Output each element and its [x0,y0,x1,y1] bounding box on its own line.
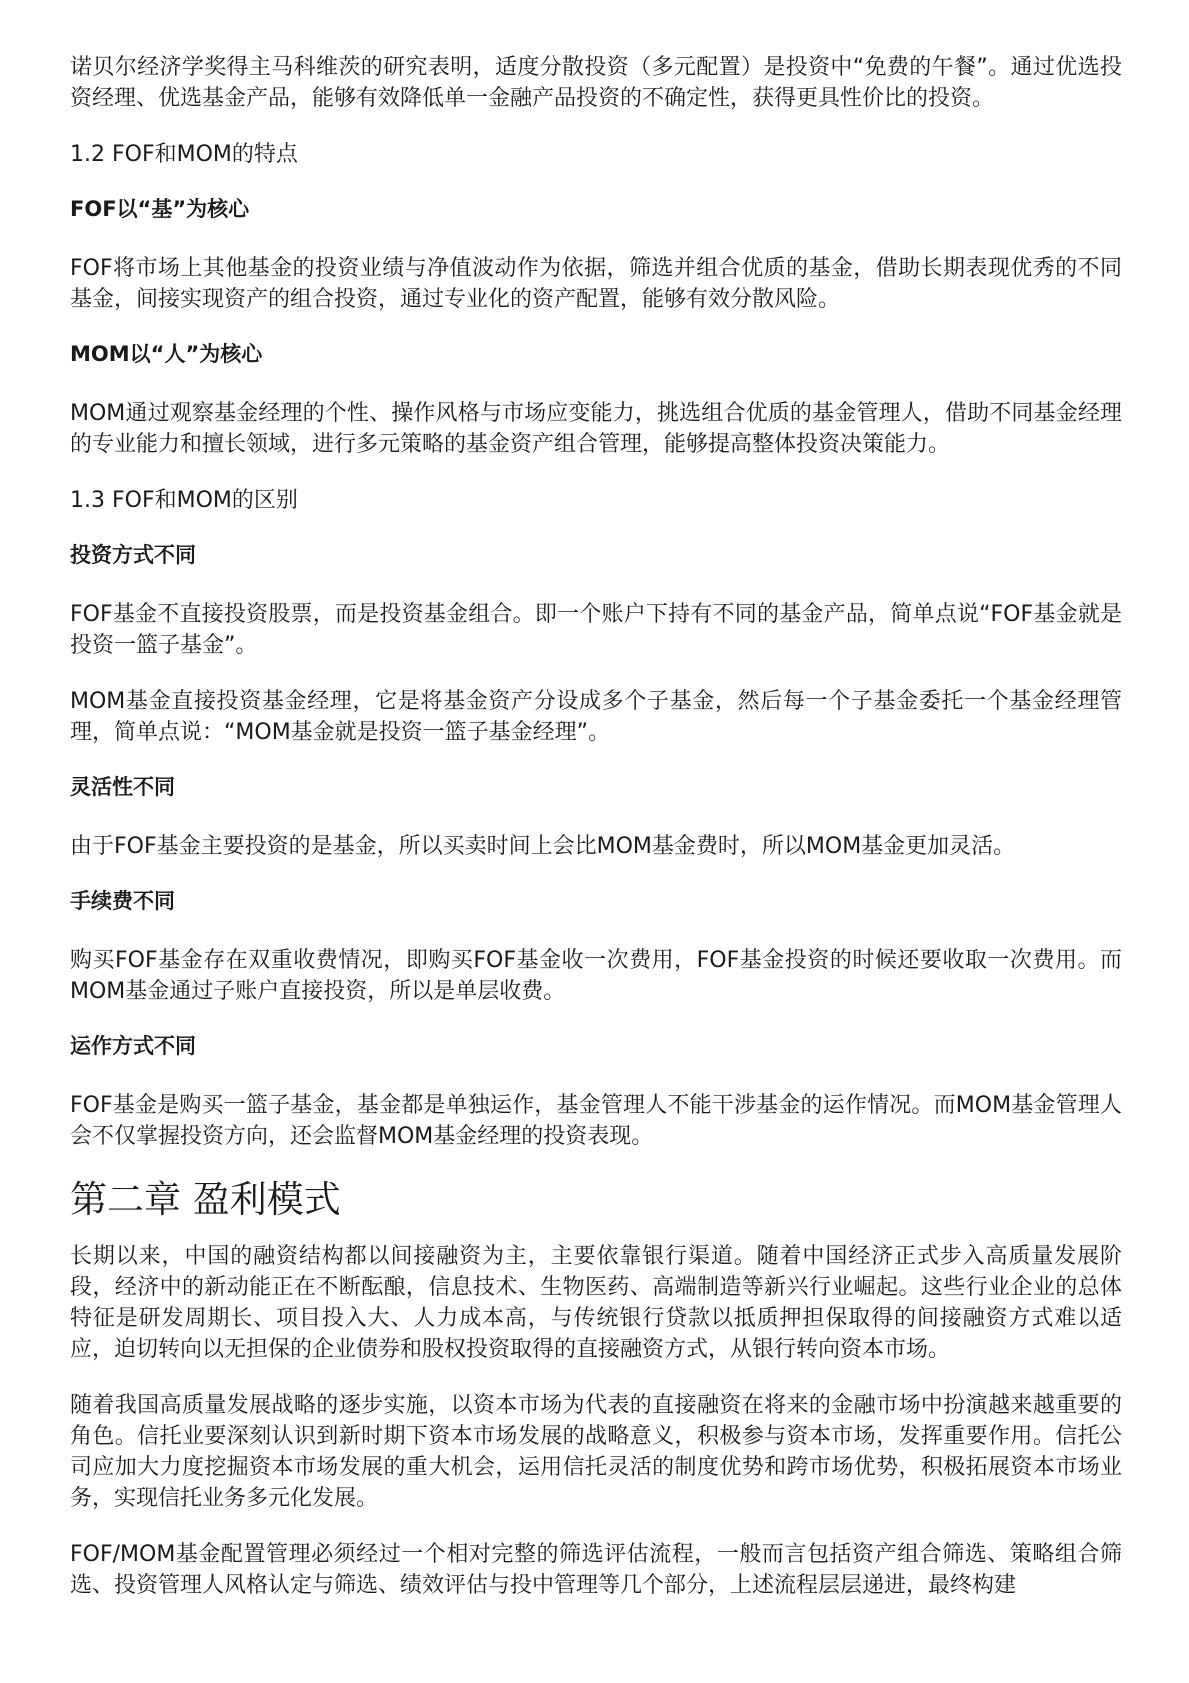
paragraph-fees: 购买FOF基金存在双重收费情况，即购买FOF基金收一次费用，FOF基金投资的时候还要收取一次费用。而MOM基金通过子账户直接投资，所以是单层收费。 [70,948,1122,1004]
heading-mom-core: MOM以“人”为核心 [70,342,263,366]
paragraph-selection-process: FOF/MOM基金配置管理必须经过一个相对完整的筛选评估流程，一般而言包括资产组合筛选、策略组合筛选、投资管理人风格认定与筛选、绩效评估与投中管理等几个部分，上述流程层层递进，最终构建 [70,1542,1122,1598]
paragraph-fof-investment: FOF基金不直接投资股票，而是投资基金组合。即一个账户下持有不同的基金产品，简单点说“FOF基金就是投资一篮子基金”。 [70,602,1122,658]
heading-investment-method: 投资方式不同 [70,543,196,567]
section-heading-differences: 1.3 FOF和MOM的区别 [70,488,298,513]
heading-fof-core: FOF以“基”为核心 [70,197,250,221]
paragraph-mom-investment: MOM基金直接投资基金经理，它是将基金资产分设成多个子基金，然后每一个子基金委托一个基金经理管理，简单点说：“MOM基金就是投资一篮子基金经理”。 [70,689,1122,745]
chapter-title: 第二章 盈利模式 [70,1178,341,1221]
paragraph-operation: FOF基金是购买一篮子基金，基金都是单独运作，基金管理人不能干涉基金的运作情况。而MOM基金管理人会不仅掌握投资方向，还会监督MOM基金经理的投资表现。 [70,1093,1122,1149]
section-heading-features: 1.2 FOF和MOM的特点 [70,142,298,167]
paragraph-capital-market: 随着我国高质量发展战略的逐步实施，以资本市场为代表的直接融资在将来的金融市场中扮演越来越重要的角色。信托业要深刻认识到新时期下资本市场发展的战略意义，积极参与资本市场，发挥重要作用。信托公司应加大力度挖掘资本市场发展的重大机会，运用信托灵活的制度优势和跨市场优势，积极拓展资本市场业务，实现信托业务多元化发展。 [70,1393,1122,1511]
heading-fees: 手续费不同 [70,889,175,913]
paragraph-flexibility: 由于FOF基金主要投资的是基金，所以买卖时间上会比MOM基金费时，所以MOM基金更加灵活。 [70,834,1016,859]
heading-flexibility: 灵活性不同 [70,775,175,799]
document-page [70,52,1122,1626]
paragraph-mom-core: MOM通过观察基金经理的个性、操作风格与市场应变能力，挑选组合优质的基金管理人，借助不同基金经理的专业能力和擅长领域，进行多元策略的基金资产组合管理，能够提高整体投资决策能力。 [70,401,1122,457]
paragraph-fof-core: FOF将市场上其他基金的投资业绩与净值波动作为依据，筛选并组合优质的基金，借助长期表现优秀的不同基金，间接实现资产的组合投资，通过专业化的资产配置，能够有效分散风险。 [70,256,1122,312]
heading-operation: 运作方式不同 [70,1034,196,1058]
paragraph-financing-structure: 长期以来，中国的融资结构都以间接融资为主，主要依靠银行渠道。随着中国经济正式步入高质量发展阶段，经济中的新动能正在不断酝酿，信息技术、生物医药、高端制造等新兴行业崛起。这些行业企业的总体特征是研发周期长、项目投入大、人力成本高，与传统银行贷款以抵质押担保取得的间接融资方式难以适应，迫切转向以无担保的企业债券和股权投资取得的直接融资方式，从银行转向资本市场。 [70,1244,1122,1362]
paragraph-diversification: 诺贝尔经济学奖得主马科维茨的研究表明，适度分散投资（多元配置）是投资中“免费的午餐”。通过优选投资经理、优选基金产品，能够有效降低单一金融产品投资的不确定性，获得更具性价比的投资。 [70,55,1122,111]
